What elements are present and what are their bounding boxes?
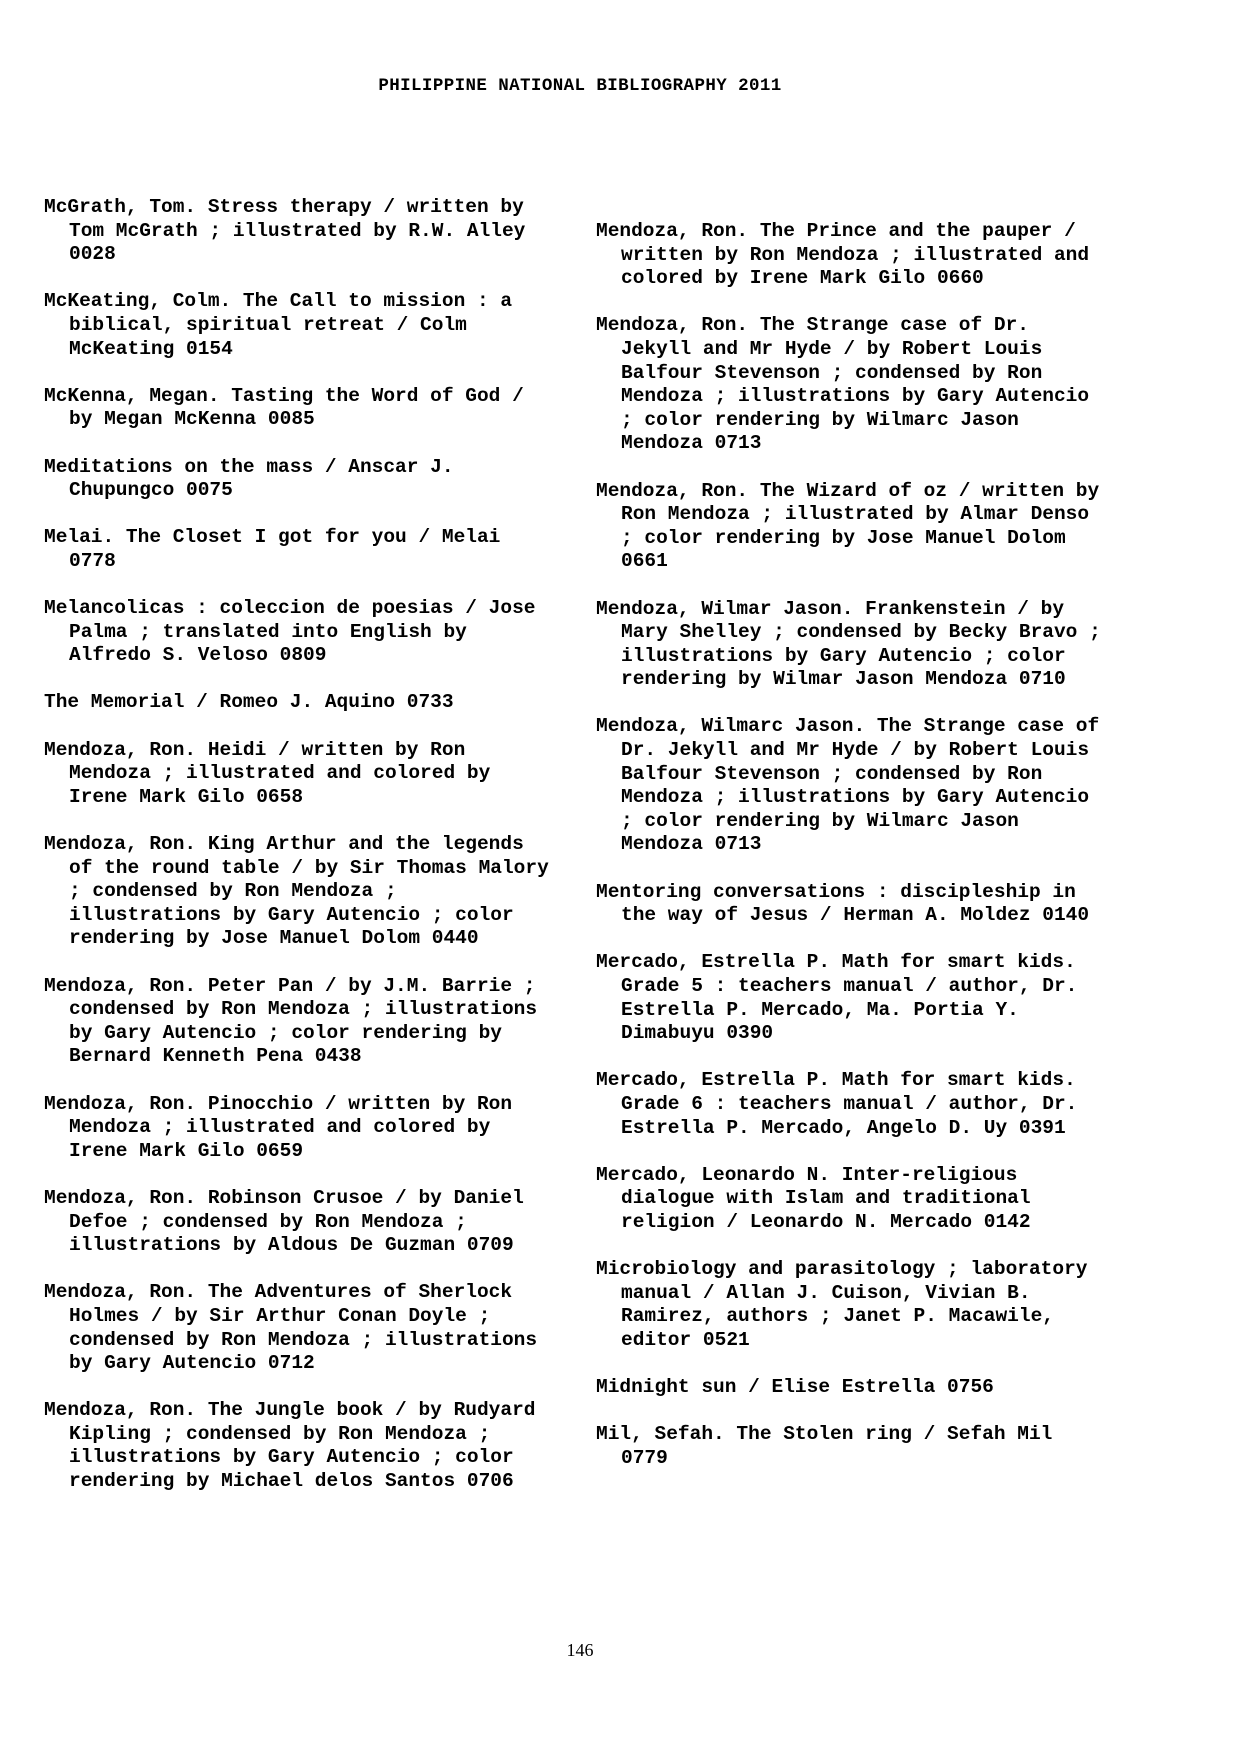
bibliography-entry: Mendoza, Ron. Robinson Crusoe / by Daniel Defoe ; condensed by Ron Mendoza ; illustrations by Aldous De Guzman 0709: [44, 1186, 524, 1257]
bibliography-entry: Mercado, Leonardo N. Inter-religious dialogue with Islam and traditional religion / Leonardo N. Mercado 0142: [596, 1163, 1031, 1233]
bibliography-entry: Mercado, Estrella P. Math for smart kids. Grade 5 : teachers manual / author, Dr. Estrella P. Mercado, Ma. Portia Y. Dimabuyu 0390: [596, 951, 1078, 1045]
bibliography-entry: Midnight sun / Elise Estrella 0756: [596, 1376, 994, 1399]
bibliography-entry: Mendoza, Ron. King Arthur and the legends of the round table / by Sir Thomas Malory ; condensed by Ron Mendoza ; illustrations by Gary Autencio ; color rendering by Jose Manuel Dolom 0440: [44, 833, 549, 950]
bibliography-entry: Mendoza, Ron. Peter Pan / by J.M. Barrie ; condensed by Ron Mendoza ; illustrations by Gary Autencio ; color rendering by Bernard Kenneth Pena 0438: [44, 974, 538, 1068]
bibliography-entry: Microbiology and parasitology ; laboratory manual / Allan J. Cuison, Vivian B. Ramirez, authors ; Janet P. Macawile, editor 0521: [596, 1258, 1088, 1351]
bibliography-entry: Melai. The Closet I got for you / Melai 0778: [44, 526, 501, 572]
bibliography-entry: Mentoring conversations : discipleship in the way of Jesus / Herman A. Moldez 0140: [596, 880, 1090, 927]
bibliography-entry: Meditations on the mass / Anscar J. Chupungco 0075: [44, 455, 454, 502]
bibliography-entry: Mendoza, Ron. The Adventures of Sherlock Holmes / by Sir Arthur Conan Doyle ; condensed by Ron Mendoza ; illustrations by Gary Autencio 0712: [44, 1281, 538, 1375]
bibliography-entry: McKeating, Colm. The Call to mission : a biblical, spiritual retreat / Colm McKeating 0154: [44, 290, 513, 360]
bibliography-entry: Mendoza, Ron. The Prince and the pauper / written by Ron Mendoza ; illustrated and colored by Irene Mark Gilo 0660: [596, 220, 1090, 290]
bibliography-entry: Mendoza, Ron. The Strange case of Dr. Jekyll and Mr Hyde / by Robert Louis Balfour Stevenson ; condensed by Ron Mendoza ; illustrations by Gary Autencio ; color rendering by Wilmarc Jason Mendoza 0713: [596, 314, 1090, 455]
bibliography-entry: McGrath, Tom. Stress therapy / written by Tom McGrath ; illustrated by R.W. Alley 0028: [44, 196, 526, 266]
bibliography-entry: The Memorial / Romeo J. Aquino 0733: [44, 691, 454, 714]
bibliography-entry: Mendoza, Ron. The Jungle book / by Rudyard Kipling ; condensed by Ron Mendoza ; illustrations by Gary Autencio ; color rendering by Michael delos Santos 0706: [44, 1399, 536, 1493]
bibliography-entry: Mil, Sefah. The Stolen ring / Sefah Mil 0779: [596, 1423, 1053, 1469]
bibliography-entry: Mercado, Estrella P. Math for smart kids. Grade 6 : teachers manual / author, Dr. Estrella P. Mercado, Angelo D. Uy 0391: [596, 1069, 1078, 1139]
bibliography-entry: Melancolicas : coleccion de poesias / Jose Palma ; translated into English by Alfredo S. Veloso 0809: [44, 597, 536, 667]
bibliography-entry: Mendoza, Ron. Pinocchio / written by Ron Mendoza ; illustrated and colored by Irene Mark Gilo 0659: [44, 1092, 513, 1162]
bibliography-entry: McKenna, Megan. Tasting the Word of God / by Megan McKenna 0085: [44, 384, 524, 431]
bibliography-left-column: [44, 196, 554, 1517]
bibliography-entry: Mendoza, Wilmar Jason. Frankenstein / by Mary Shelley ; condensed by Becky Bravo ; illustrations by Gary Autencio ; color rendering by Wilmar Jason Mendoza 0710: [596, 597, 1101, 691]
bibliography-right-column: [596, 220, 1106, 1494]
bibliography-entry: Mendoza, Wilmarc Jason. The Strange case of Dr. Jekyll and Mr Hyde / by Robert Louis Balfour Stevenson ; condensed by Ron Mendoza ; illustrations by Gary Autencio ; color rendering by Wilmarc Jason Mendoza 0713: [596, 715, 1100, 856]
bibliography-entry: Mendoza, Ron. Heidi / written by Ron Mendoza ; illustrated and colored by Irene Mark Gilo 0658: [44, 738, 491, 808]
page-header-title: PHILIPPINE NATIONAL BIBLIOGRAPHY 2011: [378, 76, 782, 96]
bibliography-entry: Mendoza, Ron. The Wizard of oz / written by Ron Mendoza ; illustrated by Almar Denso ; color rendering by Jose Manuel Dolom 0661: [596, 479, 1100, 573]
page-number: 146: [566, 1640, 594, 1660]
